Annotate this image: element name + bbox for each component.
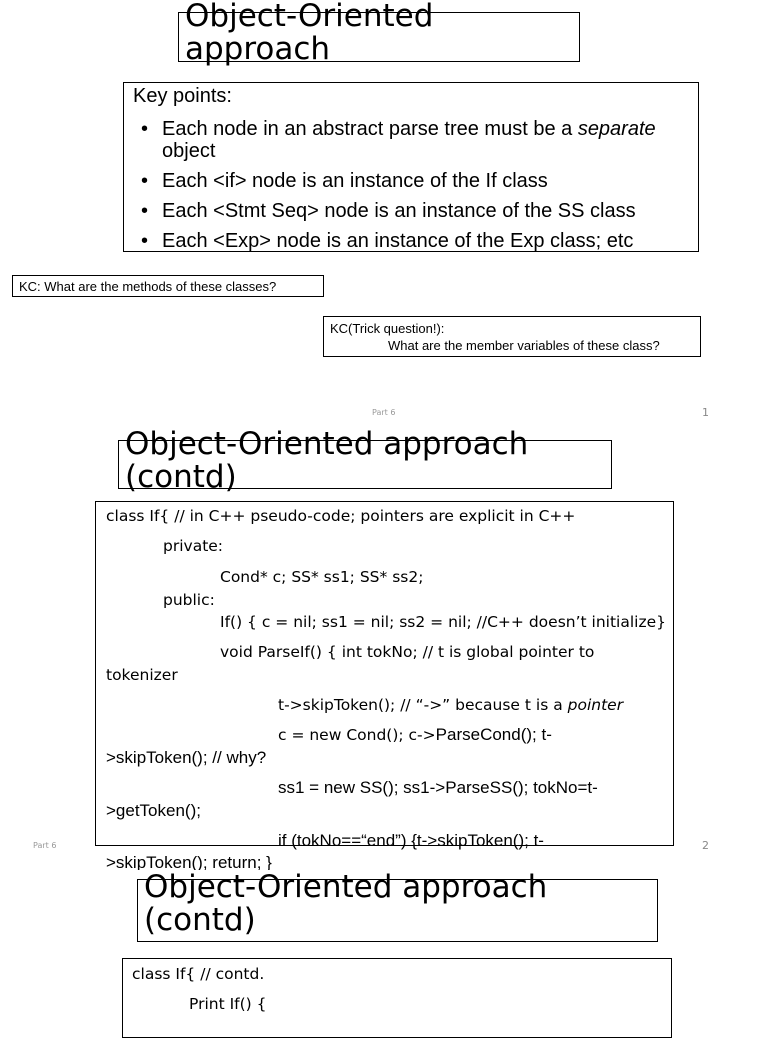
slide2-page-number: 2 xyxy=(702,839,709,852)
slide2-title-line1: Object-Oriented approach xyxy=(125,426,529,462)
slide3-title-line1: Object-Oriented approach xyxy=(144,869,548,905)
code-line: class If{ // in C++ pseudo-code; pointers are explicit in C++ xyxy=(106,507,576,525)
slide2-footer-label: Part 6 xyxy=(33,841,57,850)
keypoint-text: Each <Exp> node is an instance of the Exp class; etc xyxy=(162,230,634,252)
code-line: ss1 = new SS(); ss1->ParseSS(); tokNo=t- xyxy=(278,778,598,797)
keypoint-text-post: object xyxy=(162,140,216,162)
kc-trick-line1: KC(Trick question!): xyxy=(330,321,445,336)
kc-methods-text: KC: What are the methods of these classes? xyxy=(19,279,277,294)
code-line: class If{ // contd. xyxy=(132,965,265,983)
code-line: void ParseIf() { int tokNo; // t is global pointer to xyxy=(220,643,595,661)
slide3-title-line2: (contd) xyxy=(144,901,256,938)
keypoint-text-em: separate xyxy=(577,118,656,140)
slide2-title-line2: (contd) xyxy=(125,458,237,495)
slide2-code-box xyxy=(95,501,674,846)
slide1-footer-label: Part 6 xyxy=(372,408,396,417)
code-line: If() { c = nil; ss1 = nil; ss2 = nil; //C++ doesn’t initialize} xyxy=(220,613,666,631)
code-line: >skipToken(); return; } xyxy=(106,853,272,870)
code-line: >getToken(); xyxy=(106,801,201,820)
code-line: Print If() { xyxy=(189,995,267,1013)
slide3-title xyxy=(144,871,547,936)
keypoint-text: Each <if> node is an instance of the If class xyxy=(162,170,548,192)
code-line: >skipToken(); // why? xyxy=(106,748,267,767)
slide1-page-number: 1 xyxy=(702,406,709,419)
keypoint-text: Each <Stmt Seq> node is an instance of the SS class xyxy=(162,200,636,222)
code-line-em: pointer xyxy=(567,696,624,714)
kc-trick-line2: What are the member variables of these class? xyxy=(388,338,660,353)
keypoints-heading: Key points: xyxy=(133,85,232,107)
slide1-title-line1: Object-Oriented xyxy=(185,0,434,34)
code-line: if (tokNo==“end”) {t->skipToken(); t- xyxy=(278,831,544,850)
code-line: tokenizer xyxy=(106,666,178,684)
code-line: private: xyxy=(163,537,224,555)
code-line-text: c = new Cond(); c-> xyxy=(278,726,436,744)
code-line: Cond* c; SS* ss1; SS* ss2; xyxy=(220,568,424,586)
code-line-text: ParseCond(); t- xyxy=(435,725,552,744)
code-line: public: xyxy=(163,591,215,609)
slide1-title-line2: approach xyxy=(185,30,331,67)
code-line-text: t->skipToken(); // “->” because t is a xyxy=(278,696,568,714)
keypoint-text-pre: Each node in an abstract parse tree must be a xyxy=(162,118,578,140)
